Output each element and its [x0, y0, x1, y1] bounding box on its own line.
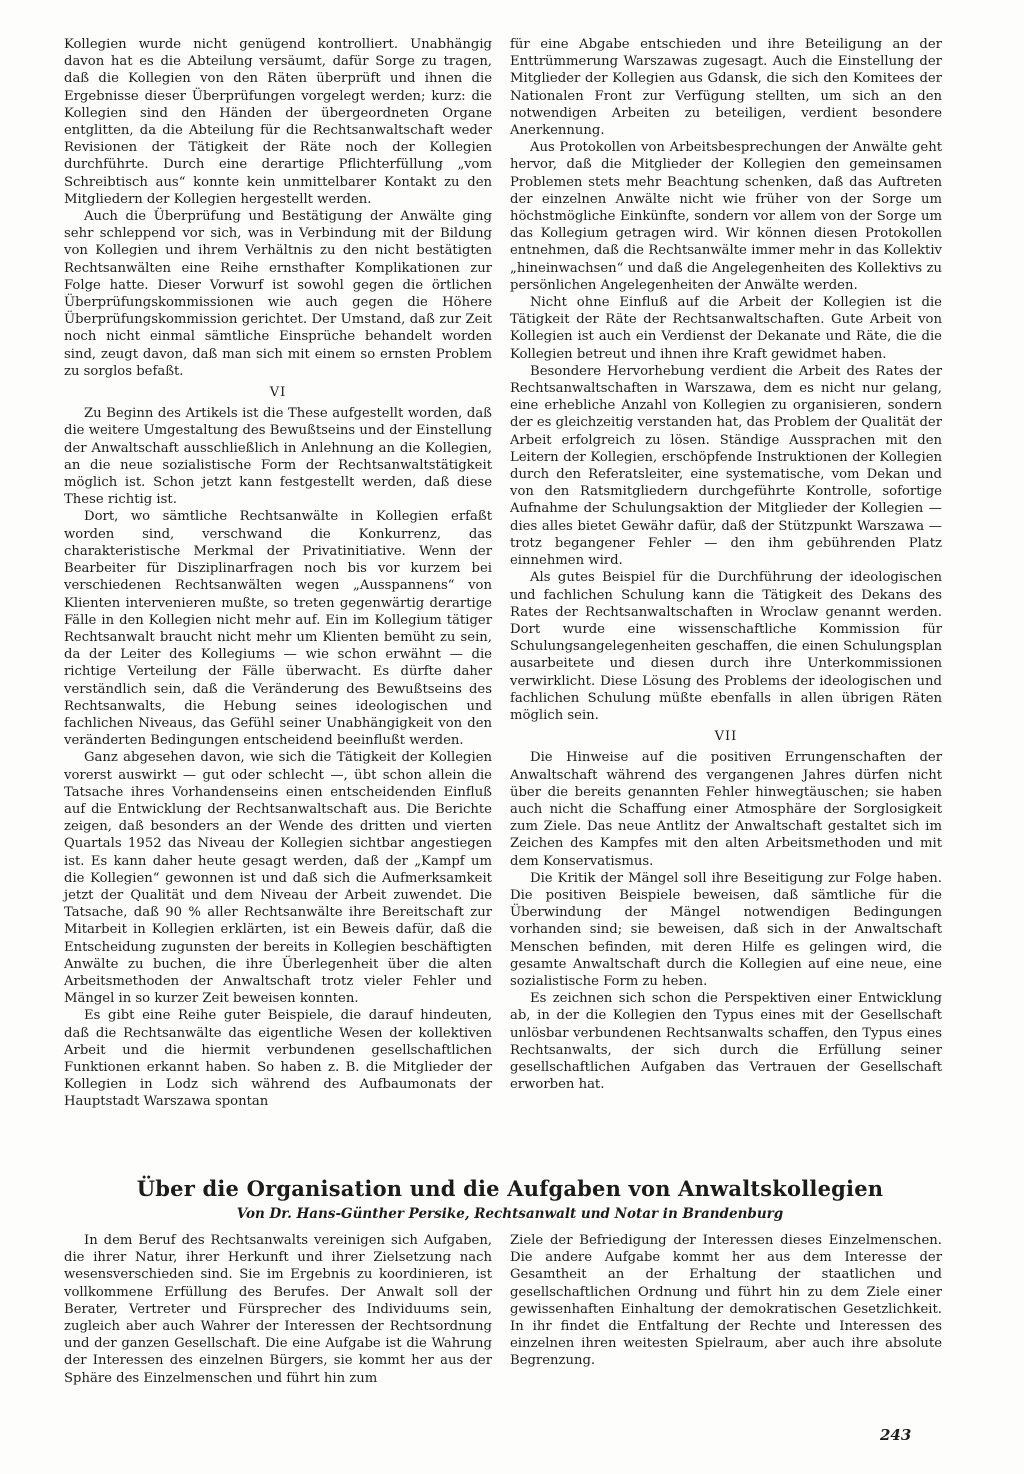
- paragraph: Aus Protokollen von Arbeitsbesprechungen der Anwälte geht hervor, daß die Mitglieder der Kollegien den gemeinsamen Problemen stets mehr Beachtung schenken, daß das Auftreten der einzelnen Anwälte nicht wie früher von der Sorge um höchstmögliche Einkünfte, sondern vor allem von der Sorge um das Kollegium getragen wird. Wir können diesen Protokollen entnehmen, daß die Rechtsanwälte immer mehr in das Kollektiv „hineinwachsen“ und daß die Angelegenheiten des Kollektivs zu persönlichen Angelegenheiten der Anwälte werden.: [510, 140, 942, 293]
- paragraph: Ganz abgesehen davon, wie sich die Tätigkeit der Kollegien vorerst auswirkt — gut oder schlecht —, übt schon allein die Tatsache ihres Vorhandenseins einen entscheidenden Einfluß auf die Entwicklung der Rechtsanwaltschaft aus. Die Berichte zeigen, daß besonders an der Wende des dritten und vierten Quartals 1952 das Niveau der Kollegien sichtbar angestiegen ist. Es kann daher heute gesagt werden, daß der „Kampf um die Kollegien“ gewonnen ist und daß sich die Aufmerksamkeit jetzt der Qualität und dem Niveau der Arbeit zuwendet. Die Tatsache, daß 90 % aller Rechtsanwälte ihre Bereitschaft zur Mitarbeit in Kollegien erklärten, ist ein Beweis dafür, daß die Entscheidung zugunsten der bereits in Kollegien beschäftigten Anwälte zu buchen, die ihre Überlegenheit über die alten Arbeitsmethoden der Anwaltschaft trotz vieler Fehler und Mängel in so kurzer Zeit beweisen konnten.: [64, 750, 492, 1007]
- article-title: Über die Organisation und die Aufgaben von Anwaltskollegien: [136, 1176, 884, 1201]
- paragraph: Als gutes Beispiel für die Durchführung der ideologischen und fachlichen Schulung kann die Tätigkeit des Dekans des Rates der Rechtsanwaltschaften in Wroclaw genannt werden. Dort wurde eine wissenschaftliche Kommission für Schulungsangelegenheiten geschaffen, die einen Schulungsplan ausarbeitete und diesen durch ihre Unterkommissionen verwirklicht. Diese Lösung des Problems der ideologischen und fachlichen Schulung müßte ebenfalls in allen übrigen Räten möglich sein.: [510, 570, 942, 723]
- paragraph: Besondere Hervorhebung verdient die Arbeit des Rates der Rechtsanwaltschaften in Warszawa, dem es nicht nur gelang, eine erhebliche Anzahl von Kollegien zu organisieren, sondern der es gleichzeitig verstanden hat, das Problem der Qualität der Arbeit erfolgreich zu lösen. Ständige Aussprachen mit den Leitern der Kollegien, erschöpfende Instruktionen der Kollegien durch den Referatsleiter, eine systematische, vom Dekan und von den Ratsmitgliedern durchgeführte Kontrolle, sofortige Aufnahme der Schulungsaktion der Mitglieder der Kollegien — dies alles bietet Gewähr dafür, daß der Stützpunkt Warszawa — trotz begangener Fehler — den ihm gebührenden Platz einnehmen wird.: [510, 363, 942, 569]
- paragraph: Es zeichnen sich schon die Perspektiven einer Entwicklung ab, in der die Kollegien den Typus eines mit der Gesellschaft unlösbar verbundenen Rechtsanwalts schaffen, den Typus eines Rechtsanwalts, der sich durch die Erfüllung seiner gesellschaftlichen Aufgaben das Vertrauen der Gesellschaft erworben hat.: [510, 991, 942, 1093]
- paragraph: für eine Abgabe entschieden und ihre Beteiligung an der Enttrümmerung Warszawas zugesagt. Auch die Einstellung der Mitglieder der Kollegien aus Gdansk, die sich den Komitees der Nationalen Front zur Verfügung stellten, um sich an den notwendigen Arbeiten zu beteiligen, verdient besondere Anerkennung.: [510, 37, 942, 139]
- column-left-top: [64, 36, 492, 1111]
- paragraph: Dort, wo sämtliche Rechtsanwälte in Kollegien erfaßt worden sind, verschwand die Konkurrenz, das charakteristische Merkmal der Privatinitiative. Wenn der Bearbeiter für Disziplinarfragen noch bis vor kurzem bei verschiedenen Rechtsanwälten wegen „Ausspannens“ von Klienten intervenieren mußte, so treten gegenwärtig derartige Fälle in den Kollegien nicht mehr auf. Ein im Kollegium tätiger Rechtsanwalt braucht nicht mehr um Klienten bemüht zu sein, da der Leiter des Kollegiums — wie schon erwähnt — die richtige Verteilung der Fälle überwacht. Es dürfte daher verständlich sein, daß die Veränderung des Bewußtseins des Rechtsanwalts, die Hebung seines ideologischen und fachlichen Niveaus, das Gefühl seiner Unabhängigkeit von den veränderten Bedingungen entscheidend beeinflußt werden.: [64, 509, 492, 749]
- paragraph: Die Hinweise auf die positiven Errungenschaften der Anwaltschaft während des vergangenen Jahres dürfen nicht über die bereits genannten Fehler hinwegtäuschen; sie haben auch nicht die Schaffung einer Atmosphäre der Sorglosigkeit zum Ziele. Das neue Antlitz der Anwaltschaft gestaltet sich im Zeichen des Kampfes mit den alten Arbeitsmethoden und mit dem Konservatismus.: [510, 750, 942, 869]
- section-heading-vii: VII: [714, 729, 738, 745]
- paragraph: Die Kritik der Mängel soll ihre Beseitigung zur Folge haben. Die positiven Beispiele beweisen, daß sämtliche für die Überwindung der Mängel notwendigen Bedingungen vorhanden sind; sie beweisen, daß sich in der Anwaltschaft Menschen befinden, mit deren Hilfe es gelingen wird, die gesamte Anwaltschaft durch die Kollegien auf eine neue, eine sozialistische Form zu heben.: [510, 870, 942, 989]
- paragraph: In dem Beruf des Rechtsanwalts vereinigen sich Aufgaben, die ihrer Natur, ihrer Herkunft und ihrer Zielsetzung nach wesensverschieden sind. Sie im Ergebnis zu koordinieren, ist vollkommene Erfüllung des Berufes. Der Anwalt soll der Berater, Vertreter und Fürsprecher des Individuums sein, zugleich aber auch Wahrer der Interessen der Rechtsordnung und der ganzen Gesellschaft. Die eine Aufgabe ist die Wahrung der Interessen des einzelnen Bürgers, sie kommt her aus der Sphäre des Einzelmenschen und führt hin zum: [64, 1233, 492, 1386]
- paragraph: Es gibt eine Reihe guter Beispiele, die darauf hindeuten, daß die Rechtsanwälte das eigentliche Wesen der kollektiven Arbeit und die hiermit verbundenen gesellschaftlichen Funktionen erkannt haben. So haben z. B. die Mitglieder der Kollegien in Lodz sich während des Aufbaumonats der Hauptstadt Warszawa spontan: [64, 1008, 492, 1110]
- paragraph: Auch die Überprüfung und Bestätigung der Anwälte ging sehr schleppend vor sich, was in Verbindung mit der Bildung von Kollegien und ihrem Verhältnis zu den nicht bestätigten Rechtsanwälten eine Reihe ernsthafter Komplikationen zur Folge hatte. Dieser Vorwurf ist sowohl gegen die örtlichen Überprüfungskommissionen wie auch gegen die Höhere Überprüfungskommission gerichtet. Der Umstand, daß zur Zeit noch nicht einmal sämtliche Einsprüche behandelt worden sind, zeugt davon, daß man sich mit einem so ernsten Problem zu sorglos befaßt.: [64, 209, 492, 379]
- section-heading-vi: VI: [269, 385, 287, 401]
- paragraph: Kollegien wurde nicht genügend kontrolliert. Unabhängig davon hat es die Abteilung versäumt, dafür Sorge zu tragen, daß die Kollegien von den Räten überprüft und ihnen die Ergebnisse dieser Überprüfungen vorgelegt werden; kurz: die Kollegien sind den Händen der übergeordneten Organe entglitten, da die Abteilung für die Rechtsanwaltschaft weder Revisionen der Tätigkeit der Räte noch der Kollegien durchführte. Durch eine derartige Pflichterfüllung „vom Schreibtisch aus“ konnte kein unmittelbarer Kontakt zu den Mitgliedern der Kollegien hergestellt werden.: [64, 37, 492, 207]
- column-left-article: [64, 1232, 492, 1387]
- paragraph: Nicht ohne Einfluß auf die Arbeit der Kollegien ist die Tätigkeit der Räte der Rechtsanwaltschaften. Gute Arbeit von Kollegien ist auch ein Verdienst der Dekanate und Räte, die die Kollegien betreut und ihnen ihre Kraft gewidmet haben.: [510, 295, 942, 362]
- paragraph: Zu Beginn des Artikels ist die These aufgestellt worden, daß die weitere Umgestaltung des Bewußtseins und der Einstellung der Anwaltschaft ausschließlich in Anlehnung an die Kollegien, an die neue sozialistische Form der Rechtsanwaltstätigkeit möglich ist. Schon jetzt kann festgestellt werden, daß diese These richtig ist.: [64, 406, 492, 508]
- article-byline: Von Dr. Hans-Günther Persike, Rechtsanwalt und Notar in Brandenburg: [236, 1206, 784, 1222]
- column-right-article: [510, 1232, 942, 1370]
- paragraph: Ziele der Befriedigung der Interessen dieses Einzelmenschen. Die andere Aufgabe kommt her aus dem Interesse der Gesamtheit an der Erhaltung der staatlichen und gesellschaftlichen Ordnung und führt hin zu dem Ziele einer gewissenhaften Einhaltung der demokratischen Gesetzlichkeit. In ihr findet die Entfaltung der Rechte und Interessen des einzelnen ihren weitesten Spielraum, aber auch ihre absolute Begrenzung.: [510, 1233, 942, 1369]
- column-right-top: [510, 36, 942, 1093]
- page-number: 243: [880, 1426, 912, 1444]
